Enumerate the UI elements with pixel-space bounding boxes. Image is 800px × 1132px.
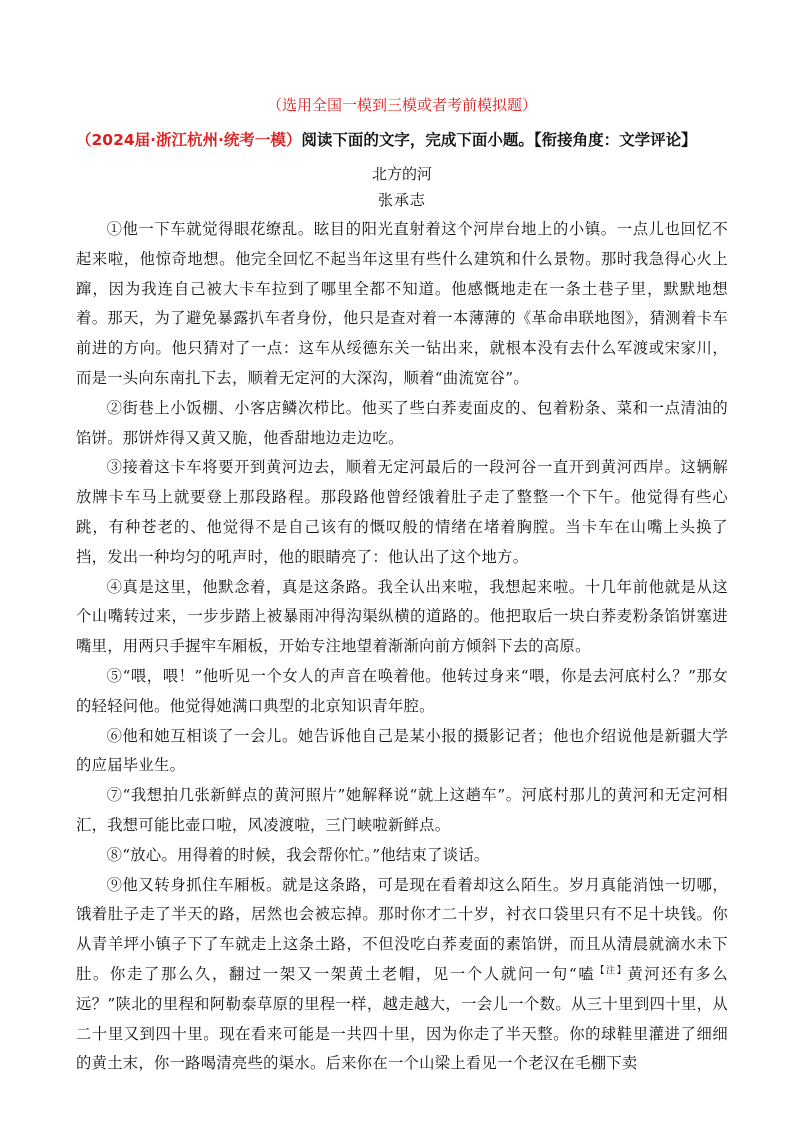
paragraph-8: ⑧“放心。用得着的时候，我会帮你忙。”他结束了谈话。 xyxy=(106,845,490,864)
paragraph-4: ④真是这里，他默念着，真是这条路。我全认出来啦，我想起来啦。十几年前他就是从这个山嘴转过来，一步步踏上被暴雨冲得沟渠纵横的道路的。他把取后一块白荞麦粉条馅饼塞进嘴里，用两只手握牢车厢板，开始专注地望着渐渐向前方倾斜下去的高原。 xyxy=(76,577,728,656)
instruction-text: 阅读下面的文字，完成下面小题。【衔接角度：文学评论】 xyxy=(301,131,697,149)
paragraph-9-rest: 黄河还有多么远？”陕北的里程和阿勒泰草原的里程一样，越走越大，一会儿一个数。从三十里到四十里，从二十里又到四十里。现在看来可能是一共四十里，因为你走了半天整。你的球鞋里灌进了细细的黄土末，你一路喝清亮些的渠水。后来你在一个山梁上看见一个老汉在毛棚下卖 xyxy=(76,964,728,1073)
article-author: 张承志 xyxy=(377,191,426,209)
paragraph-9-start: ⑨他又转身抓住车厢板。就是这条路，可是现在看着却这么陌生。岁月真能消蚀一切哪，饿着肚子走了半天的路，居然也会被忘掉。那时你才二十岁，衬衣口袋里只有不足十块钱。你从青羊坪小镇子下了车就走上这条土路，不但没吃白荞麦面的素馅饼，而且从清晨就滴水未下肚。你走了那么久，翻过一架又一架黄土老帽，见一个人就问一句“嗑 xyxy=(76,875,728,983)
source-tag: （2024届·浙江杭州·统考一模） xyxy=(76,131,302,149)
paragraph-5: ⑤“喂，喂！”他听见一个女人的声音在唤着他。他转过身来“喂，你是去河底村么？”那女的轻轻问他。他觉得她满口典型的北京知识青年腔。 xyxy=(76,666,728,715)
paragraph-7: ⑦“我想拍几张新鲜点的黄河照片”她解释说“就上这趟车”。河底村那儿的黄河和无定河相汇，我想可能比壶口啦，风凌渡啦，三门峡啦新鲜点。 xyxy=(76,786,728,834)
paragraph-3: ③接着这卡车将要开到黄河边去，顺着无定河最后的一段河谷一直开到黄河西岸。这辆解放牌卡车马上就要登上那段路程。那段路他曾经饿着肚子走了整整一个下午。他觉得有些心跳，有种苍老的、他觉得不是自己该有的慨叹般的情绪在堵着胸膛。当卡车在山嘴上头换了挡，发出一种均匀的吼声时，他的眼睛亮了：他认出了这个地方。 xyxy=(76,458,728,566)
paragraph-1: ①他一下车就觉得眼花缭乱。眩目的阳光直射着这个河岸台地上的小镇。一点儿也回忆不起来啦，他惊奇地想。他完全回忆不起当年这里有些什么建筑和什么景物。那时我急得心火上蹿，因为我连自己被大卡车拉到了哪里全都不知道。他感慨地走在一条土巷子里，默默地想着。那天，为了避免暴露扒车者身份，他只是查对着一本薄薄的《革命串联地图》，猜测着卡车前进的方向。他只猜对了一点：这车从绥德东关一钻出来，就根本没有去什么军渡或宋家川，而是一头向东南扎下去，顺着无定河的大深沟，顺着“曲流宽谷”。 xyxy=(76,220,728,387)
paragraph-2: ②街巷上小饭棚、小客店鳞次栉比。他买了些白荞麦面皮的、包着粉条、菜和一点清油的馅饼。那饼炸得又黄又脆，他香甜地边走边吃。 xyxy=(76,398,728,447)
article-title: 北方的河 xyxy=(371,165,432,183)
paragraph-6: ⑥他和她互相谈了一会儿。她告诉他自己是某小报的摄影记者；他也介绍说他是新疆大学的应届毕业生。 xyxy=(76,726,728,775)
page-subtitle: （选用全国一模到三模或者考前模拟题） xyxy=(266,96,537,114)
question-header xyxy=(76,128,728,153)
note-marker[interactable]: 【注】 xyxy=(595,965,628,976)
paragraph-9 xyxy=(76,871,728,1080)
